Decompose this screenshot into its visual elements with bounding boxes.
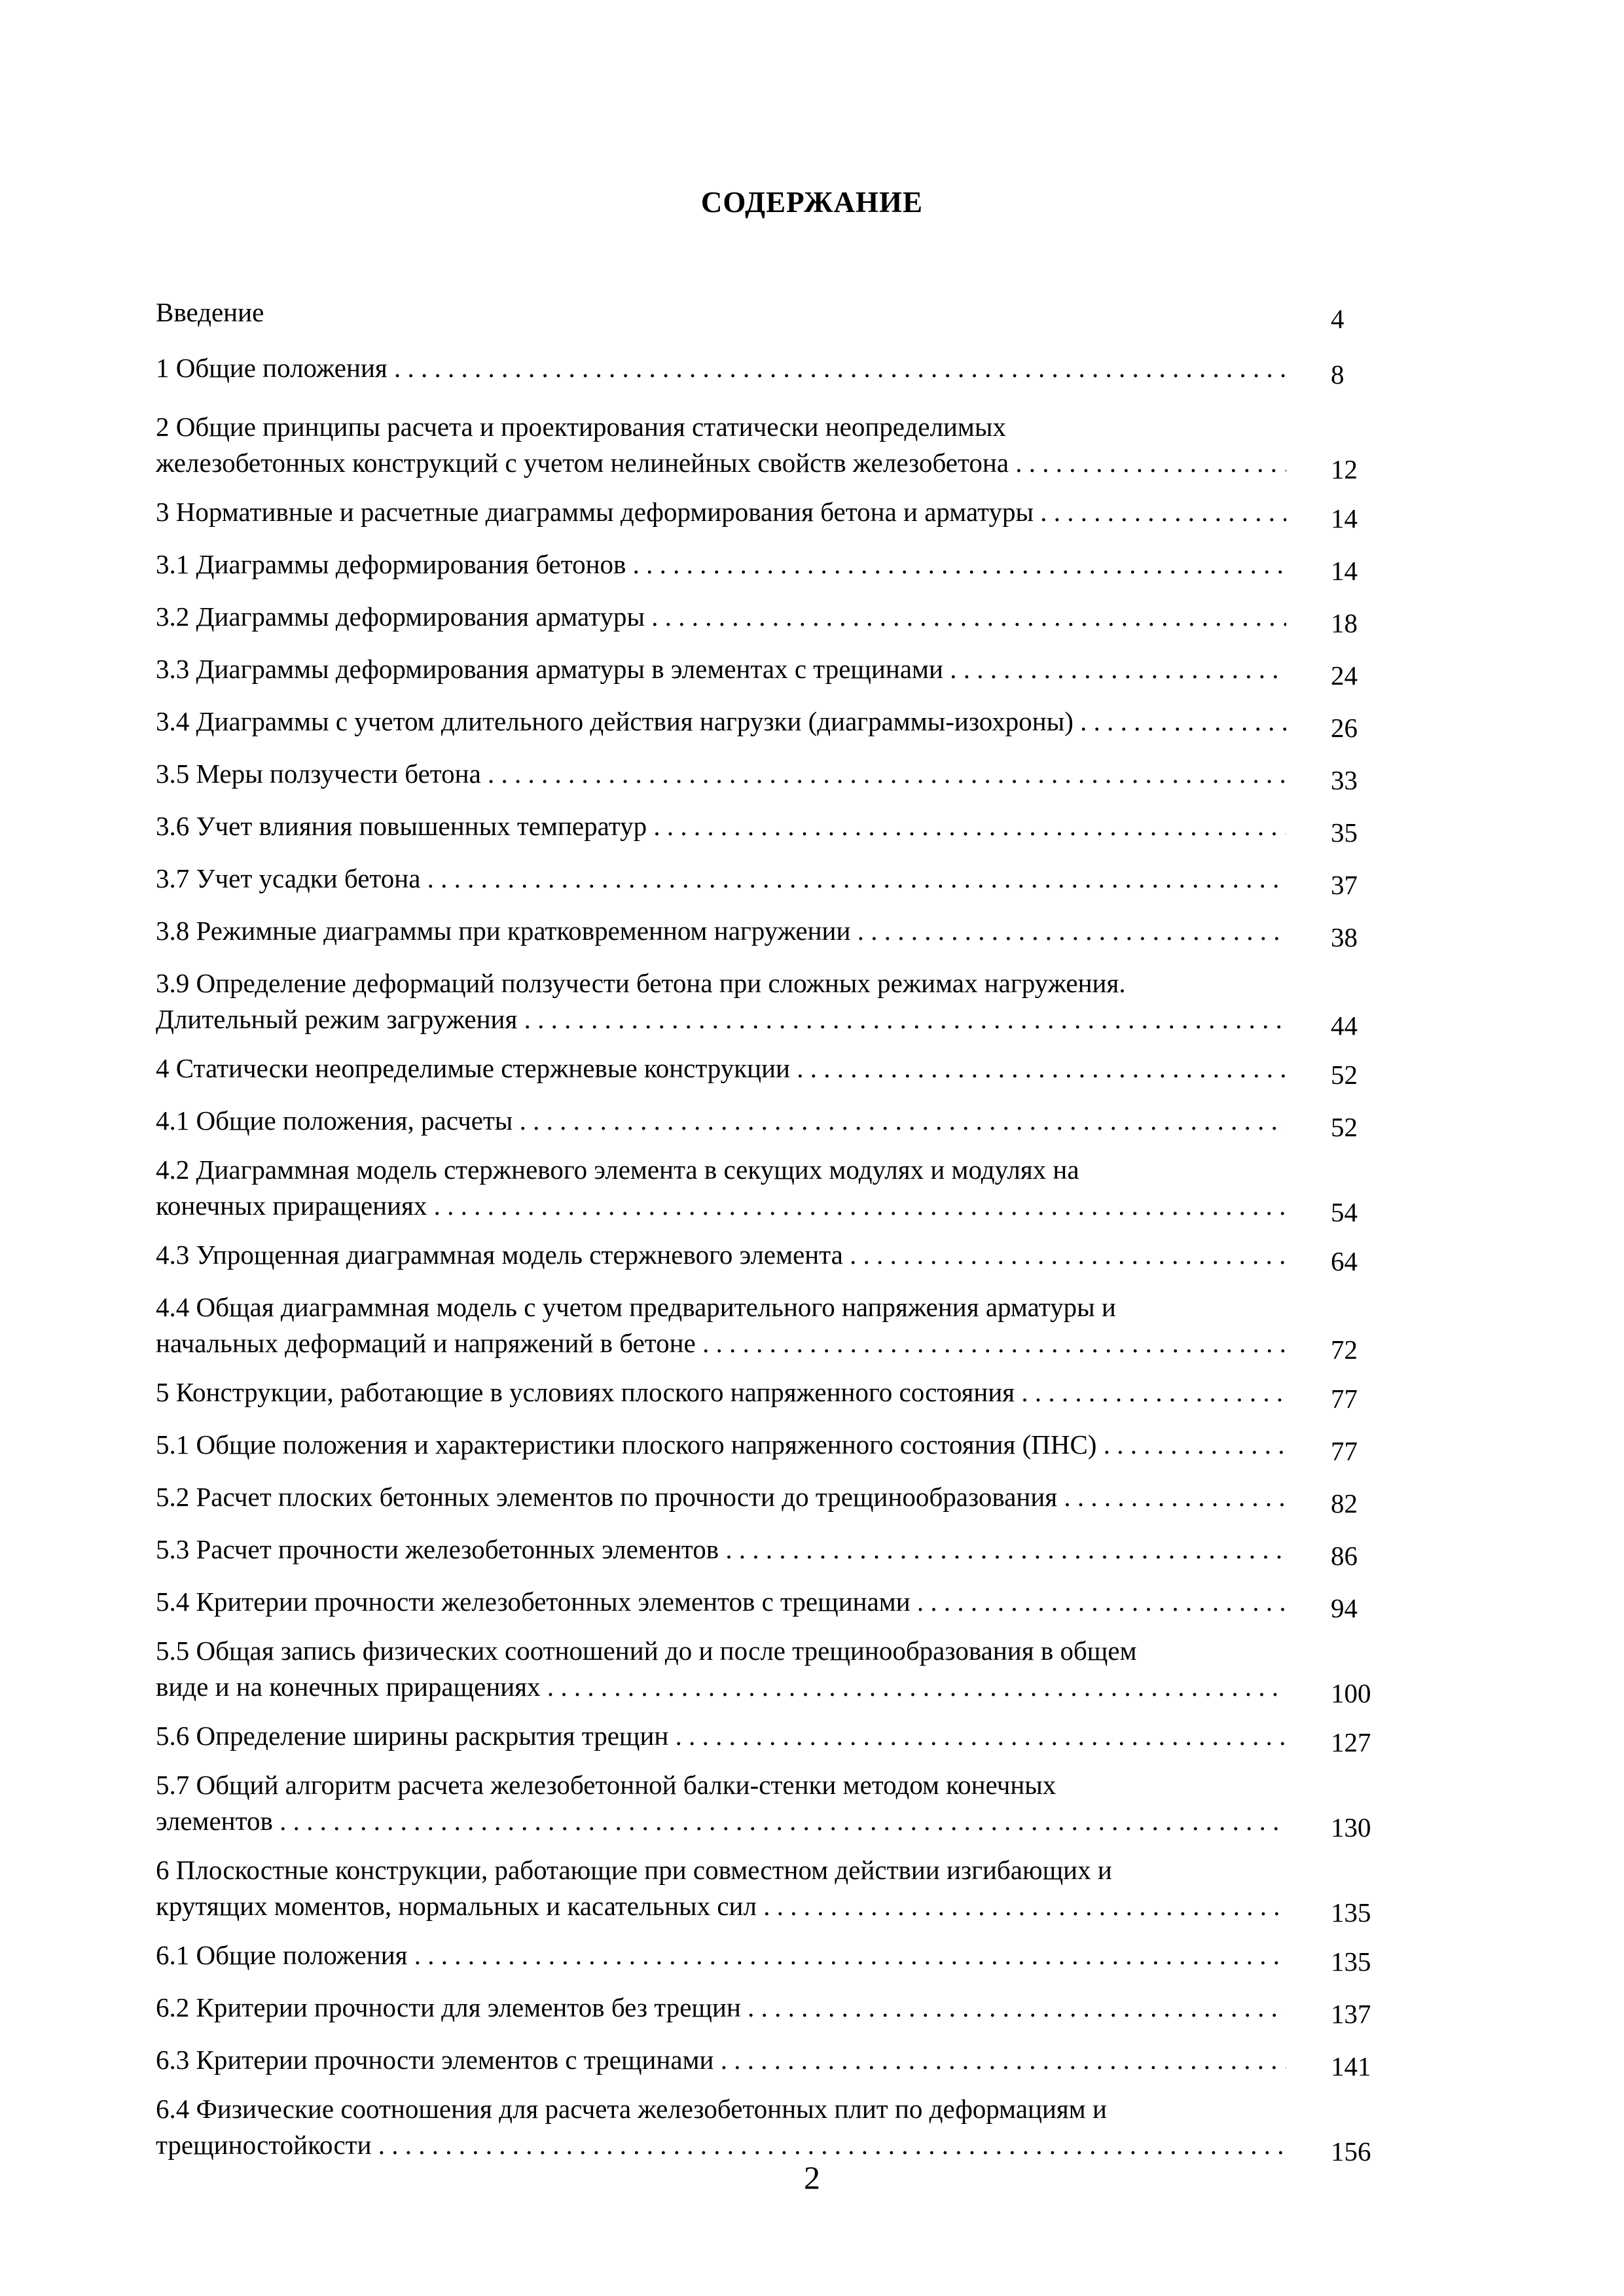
toc-entry[interactable]	[156, 350, 1406, 389]
toc-entry[interactable]	[156, 965, 1406, 1041]
toc-entry[interactable]	[156, 1152, 1406, 1227]
toc-entry-title-line: 3.2 Диаграммы деформирования арматуры . . .	[156, 599, 1286, 635]
toc-entry-title	[156, 350, 1286, 386]
toc-entry-title	[156, 1852, 1286, 1924]
toc-entry[interactable]	[156, 547, 1406, 586]
toc-entry-title	[156, 599, 1286, 635]
toc-entry-title-line: 4.3 Упрощенная диаграммная модель стержневого элемента . . .	[156, 1237, 1286, 1273]
toc-entry-title	[156, 494, 1286, 530]
toc-entry[interactable]	[156, 913, 1406, 952]
toc-entry-title	[156, 808, 1286, 844]
toc-entry-title-line: крутящих моментов, нормальных и касательных сил . . .	[156, 1888, 1286, 1924]
toc-entry-title	[156, 1532, 1286, 1568]
toc-entry-title-line: 3.3 Диаграммы деформирования арматуры в элементах с трещинами . . .	[156, 651, 1286, 687]
toc-entry-page-number-text: 8	[1331, 359, 1344, 389]
toc-entry-title	[156, 861, 1286, 897]
toc-entry-page-number-text: 77	[1331, 1436, 1358, 1466]
toc-entry-title	[156, 1718, 1286, 1754]
toc-entry-page-number-text: 24	[1331, 660, 1358, 691]
toc-entry[interactable]	[156, 861, 1406, 900]
toc-entry-title	[156, 1237, 1286, 1273]
toc-entry-title-line: 5.6 Определение ширины раскрытия трещин . . .	[156, 1718, 1286, 1754]
toc-entry-title-line: 6.1 Общие положения . . .	[156, 1937, 1286, 1973]
toc-entry[interactable]	[156, 1050, 1406, 1090]
page-title: СОДЕРЖАНИЕ	[700, 186, 924, 219]
toc-entry-title	[156, 1103, 1286, 1139]
toc-entry-title-line: 6 Плоскостные конструкции, работающие при совместном действии изгибающих и	[156, 1855, 1112, 1885]
toc-entry[interactable]	[156, 1532, 1406, 1571]
toc-entry-title-line: 5.3 Расчет прочности железобетонных элементов . . .	[156, 1532, 1286, 1568]
toc-entry[interactable]	[156, 295, 1406, 334]
toc-entry-page-number-text: 94	[1331, 1593, 1358, 1623]
toc-entry-title-line: 3.8 Режимные диаграммы при кратковременном нагружении . . .	[156, 913, 1286, 949]
toc-entry-title-line: 5.1 Общие положения и характеристики плоского напряженного состояния (ПНС) . . .	[156, 1427, 1286, 1463]
toc-entry-title-line: 5 Конструкции, работающие в условиях плоского напряженного состояния . . .	[156, 1374, 1286, 1410]
toc-entry-title	[156, 547, 1286, 583]
toc-entry-title-line: 3.4 Диаграммы с учетом длительного действия нагрузки (диаграммы-изохроны) . . .	[156, 704, 1286, 740]
toc-entry-page-number-text: 33	[1331, 765, 1358, 795]
toc-entry-page-number-text: 38	[1331, 922, 1358, 952]
toc-entry-page-number-text: 54	[1331, 1197, 1358, 1227]
toc-entry[interactable]	[156, 756, 1406, 795]
toc-entry[interactable]	[156, 1767, 1406, 1842]
toc-entry-title-line: 6.4 Физические соотношения для расчета железобетонных плит по деформациям и	[156, 2094, 1107, 2124]
toc-entry[interactable]	[156, 1479, 1406, 1518]
toc-entry-title-line: 3.6 Учет влияния повышенных температур . . .	[156, 808, 1286, 844]
toc-entry-title-line: 6.2 Критерии прочности для элементов без трещин . . .	[156, 1990, 1286, 2026]
toc-entry-title-line: 3.7 Учет усадки бетона . . .	[156, 861, 1286, 897]
toc-entry-title-line: 1 Общие положения . . .	[156, 350, 1286, 386]
toc-entry-title-line: элементов . . .	[156, 1803, 1286, 1839]
toc-entry-page-number-text: 44	[1331, 1011, 1358, 1041]
toc-entry-title-line: 3 Нормативные и расчетные диаграммы деформирования бетона и арматуры . . .	[156, 494, 1286, 530]
toc-entry-title	[156, 1479, 1286, 1515]
toc-entry[interactable]	[156, 1427, 1406, 1466]
toc-entry[interactable]	[156, 1718, 1406, 1757]
toc-entry[interactable]	[156, 494, 1406, 533]
toc-entry-page-number-text: 135	[1331, 1946, 1371, 1977]
toc-entry-title	[156, 1990, 1286, 2026]
toc-entry-page-number-text: 82	[1331, 1488, 1358, 1518]
toc-entry-title-line: 4 Статически неопределимые стержневые конструкции . . .	[156, 1050, 1286, 1086]
toc-entry[interactable]	[156, 651, 1406, 691]
toc-entry[interactable]	[156, 1237, 1406, 1276]
toc-entry-title	[156, 704, 1286, 740]
toc-entry-title	[156, 2091, 1286, 2163]
toc-entry-page-number-text: 156	[1331, 2136, 1371, 2166]
toc-entry-title-line: железобетонных конструкций с учетом нелинейных свойств железобетона . . .	[156, 445, 1286, 481]
toc-entry[interactable]	[156, 409, 1406, 484]
toc-entry-title	[156, 1937, 1286, 1973]
toc-entry-page-number-text: 86	[1331, 1541, 1358, 1571]
toc-entry-title-line: 2 Общие принципы расчета и проектирования статически неопределимых	[156, 412, 1006, 442]
toc-entry[interactable]	[156, 1937, 1406, 1977]
toc-entry-title-line: виде и на конечных приращениях . . .	[156, 1669, 1286, 1705]
toc-entry[interactable]	[156, 1584, 1406, 1623]
toc-entry-page-number-text: 72	[1331, 1335, 1358, 1365]
toc-entry-page-number-text: 130	[1331, 1812, 1371, 1842]
toc-entry-title-line: 3.9 Определение деформаций ползучести бетона при сложных режимах нагружения.	[156, 968, 1126, 998]
toc-entry-title-line: трещиностойкости . . .	[156, 2127, 1286, 2163]
toc-entry-title	[156, 1289, 1286, 1361]
toc-entry-page-number-text: 100	[1331, 1678, 1371, 1708]
toc-entry-title-line: конечных приращениях . . .	[156, 1188, 1286, 1224]
toc-entry-title	[156, 2042, 1286, 2078]
toc-entry-title-line: начальных деформаций и напряжений в бетоне . . .	[156, 1325, 1286, 1361]
toc-entry-page-number-text: 52	[1331, 1112, 1358, 1142]
toc-entry-title	[156, 295, 1286, 331]
toc-entry-page-number-text: 37	[1331, 870, 1358, 900]
toc-entry-title-line: 3.5 Меры ползучести бетона . . .	[156, 756, 1286, 792]
toc-entry[interactable]	[156, 2091, 1406, 2166]
toc-entry-title	[156, 1584, 1286, 1620]
toc-entry-page-number-text: 14	[1331, 556, 1358, 586]
toc-entry-title-line: Введение	[156, 297, 264, 327]
toc-entry-page-number-text: 35	[1331, 817, 1358, 848]
toc-entry-title-line: 3.1 Диаграммы деформирования бетонов . . .	[156, 547, 1286, 583]
toc-entry-page-number-text: 141	[1331, 2051, 1371, 2081]
toc-entry-title	[156, 965, 1286, 1037]
toc-entry-page-number-text: 18	[1331, 608, 1358, 638]
toc-entry[interactable]	[156, 1289, 1406, 1365]
toc-entry[interactable]	[156, 808, 1406, 848]
toc-entry[interactable]	[156, 1374, 1406, 1414]
toc-entry[interactable]	[156, 1990, 1406, 2029]
toc-entry-title	[156, 1152, 1286, 1224]
toc-entry[interactable]	[156, 1852, 1406, 1928]
toc-entry-title	[156, 651, 1286, 687]
toc-entry-title	[156, 409, 1286, 481]
toc-entry[interactable]	[156, 1103, 1406, 1142]
toc-entry-page-number-text: 127	[1331, 1727, 1371, 1757]
toc-entry-page-number-text: 26	[1331, 713, 1358, 743]
toc-entry-title-line: 5.2 Расчет плоских бетонных элементов по прочности до трещинообразования . . .	[156, 1479, 1286, 1515]
toc-entry-title	[156, 1374, 1286, 1410]
page-number: 2	[804, 2159, 820, 2196]
toc-entry-page-number-text: 4	[1331, 304, 1344, 334]
toc-entry-title-line: 5.4 Критерии прочности железобетонных элементов с трещинами . . .	[156, 1584, 1286, 1620]
toc-entry-title	[156, 1633, 1286, 1705]
toc-entry-title-line: Длительный режим загружения . . .	[156, 1001, 1286, 1037]
toc-entry-page-number-text: 77	[1331, 1384, 1358, 1414]
toc-entry-title-line: 4.2 Диаграммная модель стержневого элемента в секущих модулях и модулях на	[156, 1155, 1079, 1185]
toc-entry-title	[156, 1427, 1286, 1463]
toc-entry-title	[156, 913, 1286, 949]
toc-entry-page-number-text: 135	[1331, 1897, 1371, 1928]
toc-entry[interactable]	[156, 704, 1406, 743]
toc-entry-page-number-text: 64	[1331, 1246, 1358, 1276]
toc-entry-page-number-text: 52	[1331, 1060, 1358, 1090]
toc-entry-title	[156, 756, 1286, 792]
toc-entry-title	[156, 1050, 1286, 1086]
toc-entry-title-line: 5.5 Общая запись физических соотношений до и после трещинообразования в общем	[156, 1636, 1137, 1666]
toc-entry-title-line: 5.7 Общий алгоритм расчета железобетонной балки-стенки методом конечных	[156, 1770, 1056, 1800]
toc-entry-title	[156, 1767, 1286, 1839]
toc-entry-title-line: 4.4 Общая диаграммная модель с учетом предварительного напряжения арматуры и	[156, 1292, 1116, 1322]
toc-entry-title-line: 6.3 Критерии прочности элементов с трещинами . . .	[156, 2042, 1286, 2078]
toc-entry-title-line: 4.1 Общие положения, расчеты . . .	[156, 1103, 1286, 1139]
toc-entry[interactable]	[156, 2042, 1406, 2081]
toc-entry-page-number-text: 137	[1331, 1999, 1371, 2029]
toc-entry[interactable]	[156, 1633, 1406, 1708]
toc-entry[interactable]	[156, 599, 1406, 638]
toc-entry-page-number-text: 12	[1331, 454, 1358, 484]
toc-entry-page-number-text: 14	[1331, 503, 1358, 533]
